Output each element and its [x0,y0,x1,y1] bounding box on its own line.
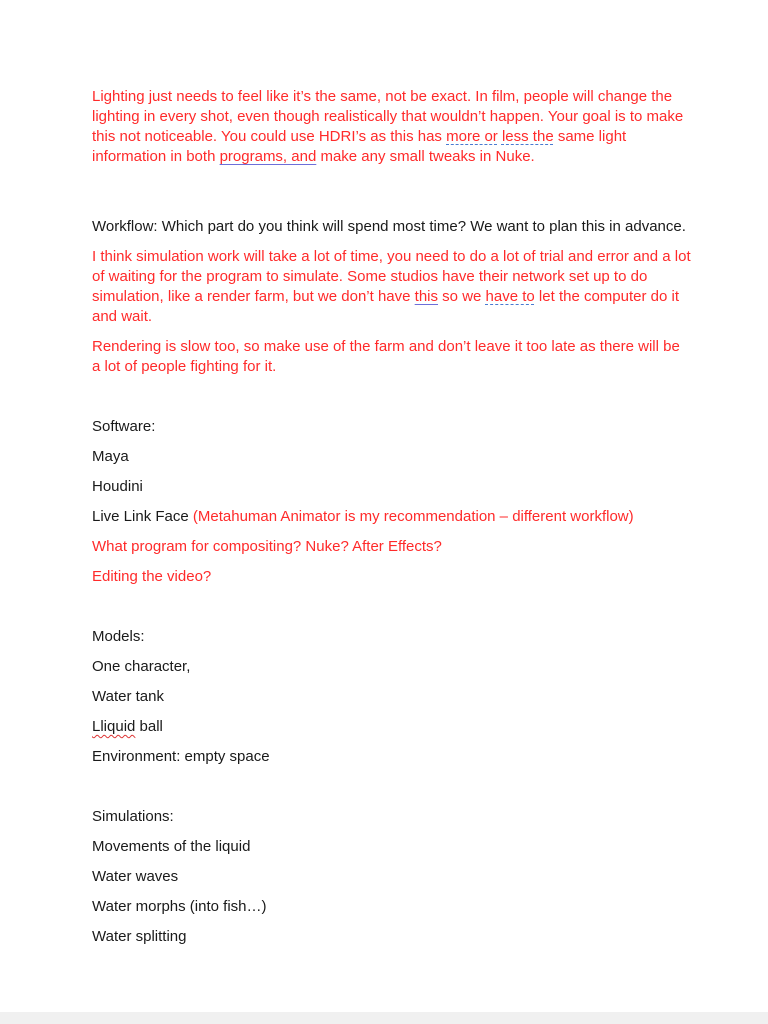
live-link-note: (Metahuman Animator is my recommendation – different workflow) [192,508,634,525]
grammar-mark-programs-and[interactable]: programs, and [219,148,317,165]
simulation-item: Movements of the liquid [92,838,251,855]
software-item-houdini: Houdini [92,478,143,495]
model-item-water-tank: Water tank [92,688,164,705]
page-bottom-edge [0,1012,768,1024]
workflow-answer-simulation [92,247,692,327]
simulation-item: Water morphs (into fish…) [92,898,267,915]
grammar-mark-more-or[interactable]: more or [446,128,498,145]
lighting-text: same light information in both [92,128,627,165]
workflow-answer-rendering: Rendering is slow too, so make use of the farm and don’t leave it too late as there will be a lot of people fighting for it. [92,338,680,375]
simulations-heading: Simulations: [92,808,174,825]
models-heading: Models: [92,628,145,645]
document-page [92,87,692,947]
workflow-text: let the computer do it and wait. [92,288,680,325]
simulation-item: Water waves [92,868,179,885]
grammar-mark-less-the[interactable]: less the [501,128,554,145]
simulation-item: Water splitting [92,928,187,945]
lighting-text: make any small tweaks in Nuke. [316,148,535,165]
editing-question: Editing the video? [92,568,212,585]
workflow-text: so we [438,288,486,305]
model-text: ball [135,718,163,735]
grammar-mark-this[interactable]: this [414,288,439,305]
live-link-label: Live Link Face [92,508,193,525]
workflow-text: I think simulation work will take a lot of time, you need to do a lot of trial and error and a lot of waiting for the program to simulate. Some studios have their network set up to do simulation, like a render farm, but we don’t have [92,248,691,305]
model-item-character: One character, [92,658,191,675]
model-item-liquid-ball [92,717,692,737]
model-item-environment: Environment: empty space [92,748,270,765]
lighting-paragraph [92,87,692,167]
software-heading: Software: [92,418,156,435]
compositing-question: What program for compositing? Nuke? After Effects? [92,538,442,555]
software-item-live-link [92,507,692,527]
lighting-text: Lighting just needs to feel like it’s the same, not be exact. In film, people will change the lighting in every shot, even though realistically that wouldn’t happen. Your goal is to make this not noticeable. You could use HDRI’s as this has [92,88,684,145]
workflow-question: Workflow: Which part do you think will spend most time? We want to plan this in advance. [92,218,686,235]
grammar-mark-have-to[interactable]: have to [485,288,535,305]
spelling-mark-lliquid[interactable]: Lliquid [92,718,136,735]
software-item-maya: Maya [92,448,129,465]
